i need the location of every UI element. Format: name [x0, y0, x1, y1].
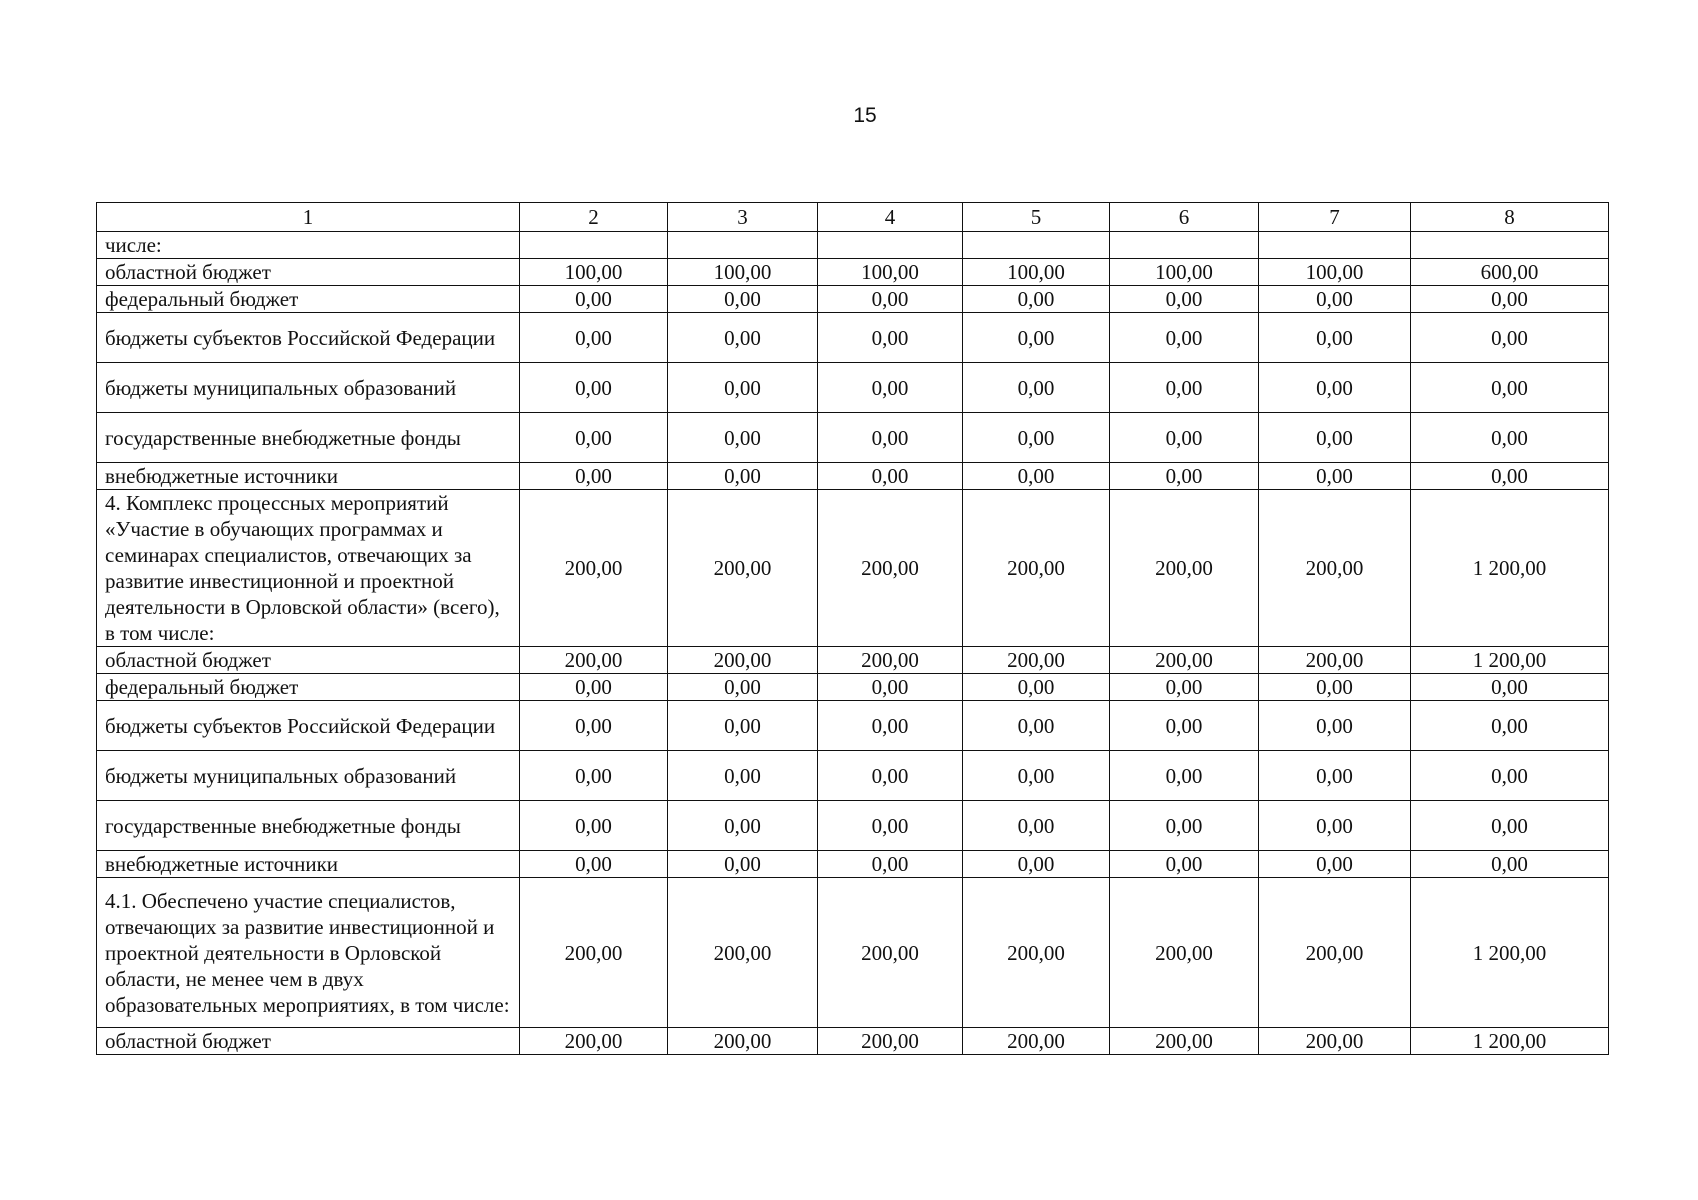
- row-label: областной бюджет: [97, 647, 520, 674]
- table-row: [97, 463, 1609, 490]
- value-cell: 200,00: [963, 878, 1110, 1028]
- value-cell: 100,00: [818, 259, 963, 286]
- column-header: 2: [520, 203, 668, 232]
- value-cell: 0,00: [1259, 701, 1411, 751]
- value-cell: 100,00: [963, 259, 1110, 286]
- value-cell: 0,00: [818, 851, 963, 878]
- table-row: [97, 259, 1609, 286]
- value-cell: 1 200,00: [1411, 647, 1609, 674]
- value-cell: 0,00: [1411, 701, 1609, 751]
- value-cell: 0,00: [1411, 801, 1609, 851]
- value-cell: 200,00: [520, 878, 668, 1028]
- table-row: [97, 1028, 1609, 1055]
- row-label: внебюджетные источники: [97, 463, 520, 490]
- value-cell: 0,00: [520, 701, 668, 751]
- value-cell: 0,00: [1110, 413, 1259, 463]
- row-label: 4. Комплекс процессных мероприятий «Участие в обучающих программах и семинарах специалистов, отвечающих за развитие инвестиционной и проектной деятельности в Орловской области» (всего), в том числе:: [97, 490, 520, 647]
- value-cell: 0,00: [963, 701, 1110, 751]
- value-cell: 0,00: [963, 463, 1110, 490]
- row-label: бюджеты муниципальных образований: [97, 751, 520, 801]
- value-cell: 0,00: [818, 701, 963, 751]
- value-cell: 1 200,00: [1411, 878, 1609, 1028]
- table-row: [97, 701, 1609, 751]
- value-cell: 0,00: [1110, 463, 1259, 490]
- value-cell: 0,00: [668, 313, 818, 363]
- table-row: [97, 413, 1609, 463]
- row-label: 4.1. Обеспечено участие специалистов, отвечающих за развитие инвестиционной и проектной деятельности в Орловской области, не менее чем в двух образовательных мероприятиях, в том числе:: [97, 878, 520, 1028]
- value-cell: 200,00: [520, 490, 668, 647]
- value-cell: 200,00: [668, 878, 818, 1028]
- value-cell: 0,00: [1411, 463, 1609, 490]
- value-cell: 0,00: [1110, 674, 1259, 701]
- value-cell: 0,00: [963, 286, 1110, 313]
- value-cell: 0,00: [1110, 286, 1259, 313]
- row-label: областной бюджет: [97, 259, 520, 286]
- value-cell: 0,00: [963, 851, 1110, 878]
- value-cell: 200,00: [1110, 490, 1259, 647]
- value-cell: 100,00: [1110, 259, 1259, 286]
- value-cell: 0,00: [818, 751, 963, 801]
- table-row: [97, 751, 1609, 801]
- table-row: [97, 232, 1609, 259]
- value-cell: 0,00: [963, 363, 1110, 413]
- column-header: 4: [818, 203, 963, 232]
- value-cell: 0,00: [1411, 363, 1609, 413]
- value-cell: 0,00: [520, 801, 668, 851]
- value-cell: 200,00: [963, 1028, 1110, 1055]
- row-label: федеральный бюджет: [97, 674, 520, 701]
- value-cell: 200,00: [1110, 647, 1259, 674]
- value-cell: [1259, 232, 1411, 259]
- value-cell: 0,00: [668, 751, 818, 801]
- value-cell: 200,00: [1110, 1028, 1259, 1055]
- value-cell: 1 200,00: [1411, 1028, 1609, 1055]
- value-cell: 200,00: [668, 1028, 818, 1055]
- value-cell: 0,00: [963, 413, 1110, 463]
- table-row: [97, 878, 1609, 1028]
- value-cell: 1 200,00: [1411, 490, 1609, 647]
- value-cell: 200,00: [1259, 647, 1411, 674]
- value-cell: 0,00: [520, 413, 668, 463]
- table-row: [97, 313, 1609, 363]
- table-row: [97, 490, 1609, 647]
- value-cell: 0,00: [520, 313, 668, 363]
- value-cell: 0,00: [818, 801, 963, 851]
- value-cell: 0,00: [1259, 313, 1411, 363]
- table-row: [97, 647, 1609, 674]
- value-cell: 0,00: [1411, 851, 1609, 878]
- value-cell: 0,00: [668, 463, 818, 490]
- value-cell: 0,00: [1110, 751, 1259, 801]
- value-cell: 0,00: [818, 413, 963, 463]
- value-cell: 200,00: [818, 647, 963, 674]
- column-header: 1: [97, 203, 520, 232]
- value-cell: 0,00: [1259, 674, 1411, 701]
- row-label: числе:: [97, 232, 520, 259]
- value-cell: 0,00: [668, 801, 818, 851]
- value-cell: 0,00: [1259, 286, 1411, 313]
- row-label: областной бюджет: [97, 1028, 520, 1055]
- value-cell: 200,00: [1259, 1028, 1411, 1055]
- value-cell: [818, 232, 963, 259]
- value-cell: 0,00: [1411, 313, 1609, 363]
- table-row: [97, 674, 1609, 701]
- value-cell: [668, 232, 818, 259]
- value-cell: 0,00: [963, 674, 1110, 701]
- value-cell: 0,00: [963, 313, 1110, 363]
- value-cell: [963, 232, 1110, 259]
- column-header: 3: [668, 203, 818, 232]
- value-cell: 200,00: [1110, 878, 1259, 1028]
- value-cell: 0,00: [668, 413, 818, 463]
- value-cell: 200,00: [668, 647, 818, 674]
- value-cell: 0,00: [1259, 413, 1411, 463]
- value-cell: 0,00: [668, 701, 818, 751]
- row-label: государственные внебюджетные фонды: [97, 801, 520, 851]
- table-row: [97, 286, 1609, 313]
- value-cell: 0,00: [963, 751, 1110, 801]
- value-cell: 100,00: [1259, 259, 1411, 286]
- value-cell: 0,00: [818, 363, 963, 413]
- table-row: [97, 851, 1609, 878]
- value-cell: 200,00: [520, 1028, 668, 1055]
- value-cell: 0,00: [520, 463, 668, 490]
- value-cell: 0,00: [818, 286, 963, 313]
- value-cell: 0,00: [1411, 413, 1609, 463]
- value-cell: 200,00: [1259, 490, 1411, 647]
- value-cell: 0,00: [1259, 363, 1411, 413]
- row-label: государственные внебюджетные фонды: [97, 413, 520, 463]
- value-cell: 0,00: [818, 463, 963, 490]
- column-header: 7: [1259, 203, 1411, 232]
- value-cell: 0,00: [1411, 674, 1609, 701]
- value-cell: 0,00: [520, 363, 668, 413]
- value-cell: 0,00: [668, 674, 818, 701]
- value-cell: 0,00: [520, 751, 668, 801]
- value-cell: 0,00: [1110, 801, 1259, 851]
- budget-table: [96, 202, 1609, 1055]
- value-cell: [1411, 232, 1609, 259]
- row-label: бюджеты субъектов Российской Федерации: [97, 701, 520, 751]
- value-cell: 0,00: [520, 286, 668, 313]
- value-cell: 0,00: [1110, 851, 1259, 878]
- row-label: бюджеты субъектов Российской Федерации: [97, 313, 520, 363]
- value-cell: 200,00: [520, 647, 668, 674]
- value-cell: 0,00: [1259, 801, 1411, 851]
- value-cell: [1110, 232, 1259, 259]
- value-cell: 200,00: [818, 878, 963, 1028]
- table-row: [97, 801, 1609, 851]
- value-cell: 200,00: [818, 490, 963, 647]
- value-cell: 0,00: [1259, 851, 1411, 878]
- value-cell: 0,00: [668, 363, 818, 413]
- value-cell: 200,00: [963, 647, 1110, 674]
- value-cell: 100,00: [668, 259, 818, 286]
- table-row: [97, 363, 1609, 413]
- row-label: внебюджетные источники: [97, 851, 520, 878]
- value-cell: 0,00: [963, 801, 1110, 851]
- value-cell: 0,00: [1110, 701, 1259, 751]
- value-cell: 0,00: [1110, 313, 1259, 363]
- value-cell: 200,00: [818, 1028, 963, 1055]
- value-cell: 0,00: [1411, 751, 1609, 801]
- value-cell: 600,00: [1411, 259, 1609, 286]
- value-cell: 200,00: [963, 490, 1110, 647]
- value-cell: [520, 232, 668, 259]
- value-cell: 0,00: [668, 286, 818, 313]
- value-cell: 0,00: [818, 313, 963, 363]
- column-header: 6: [1110, 203, 1259, 232]
- value-cell: 200,00: [668, 490, 818, 647]
- row-label: федеральный бюджет: [97, 286, 520, 313]
- value-cell: 0,00: [668, 851, 818, 878]
- column-header: 8: [1411, 203, 1609, 232]
- value-cell: 0,00: [1411, 286, 1609, 313]
- header-row: [97, 203, 1609, 232]
- value-cell: 100,00: [520, 259, 668, 286]
- row-label: бюджеты муниципальных образований: [97, 363, 520, 413]
- value-cell: 0,00: [520, 851, 668, 878]
- value-cell: 0,00: [1110, 363, 1259, 413]
- column-header: 5: [963, 203, 1110, 232]
- value-cell: 0,00: [520, 674, 668, 701]
- value-cell: 0,00: [1259, 463, 1411, 490]
- value-cell: 200,00: [1259, 878, 1411, 1028]
- value-cell: 0,00: [1259, 751, 1411, 801]
- value-cell: 0,00: [818, 674, 963, 701]
- page-number: 15: [853, 104, 877, 127]
